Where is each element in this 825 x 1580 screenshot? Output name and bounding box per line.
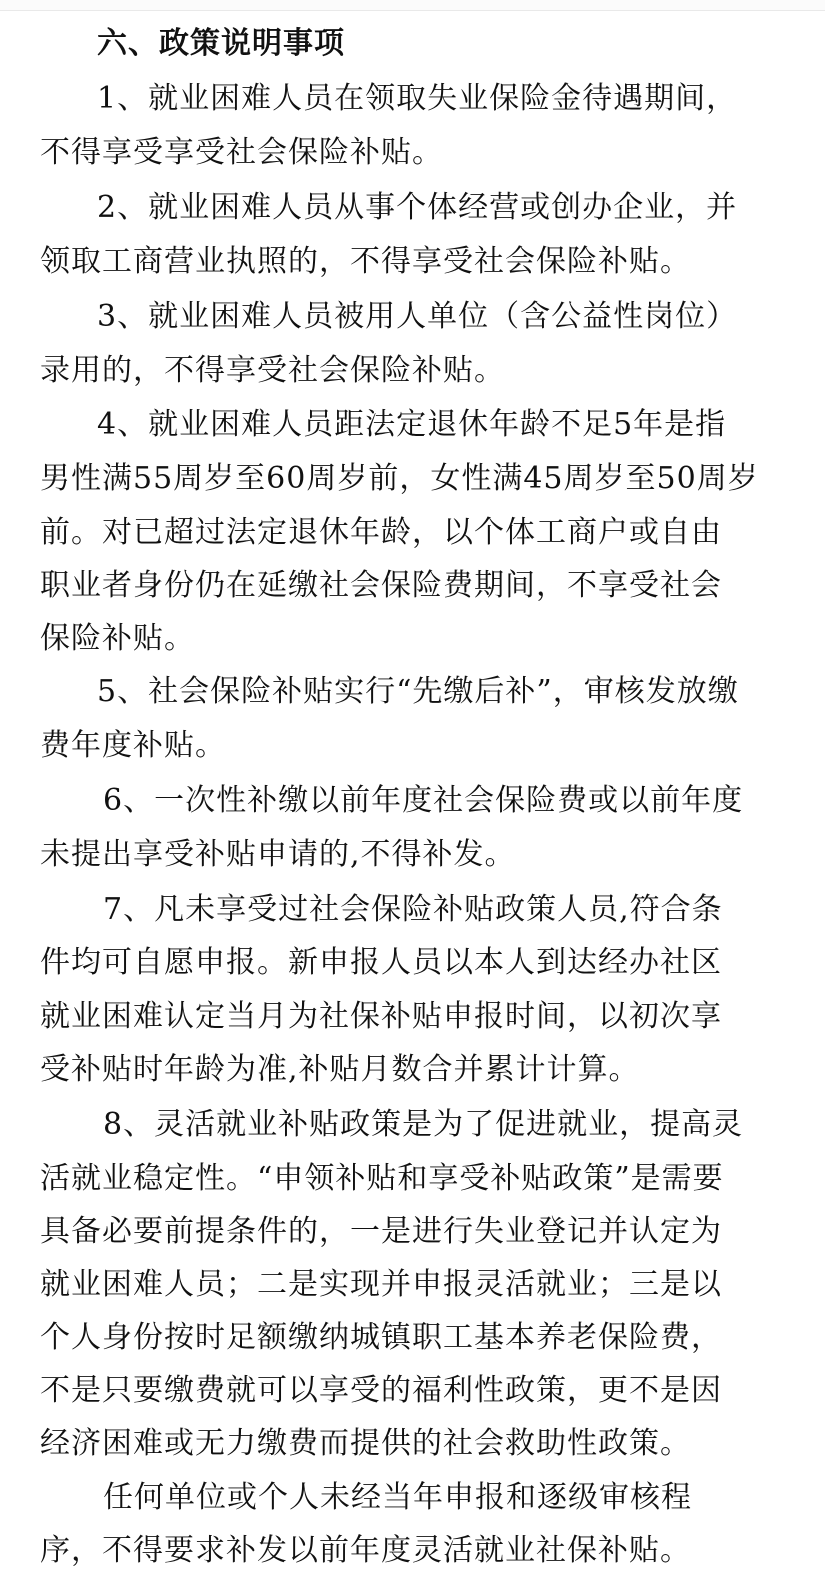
paragraph-3-line-2: 录用的，不得享受社会保险补贴。 <box>40 353 505 388</box>
paragraph-8-line-5: 个人身份按时足额缴纳城镇职工基本养老保险费， <box>40 1320 722 1355</box>
paragraph-6-line-2: 未提出享受补贴申请的,不得补发。 <box>40 837 516 872</box>
paragraph-7-line-2: 件均可自愿申报。新申报人员以本人到达经办社区 <box>40 945 722 980</box>
closing-paragraph-line-1: 任何单位或个人未经当年申报和逐级审核程 <box>103 1480 692 1515</box>
closing-paragraph-line-2: 序，不得要求补发以前年度灵活就业社保补贴。 <box>40 1533 691 1568</box>
paragraph-8-line-3: 具备必要前提条件的，一是进行失业登记并认定为 <box>40 1214 722 1249</box>
section-heading: 六、政策说明事项 <box>97 26 345 61</box>
paragraph-4-line-2: 男性满55周岁至60周岁前，女性满45周岁至50周岁 <box>40 461 759 496</box>
paragraph-3-line-1: 3、就业困难人员被用人单位（含公益性岗位） <box>97 299 738 334</box>
paragraph-7-line-4: 受补贴时年龄为准,补贴月数合并累计计算。 <box>40 1052 640 1087</box>
paragraph-4-line-4: 职业者身份仍在延缴社会保险费期间，不享受社会 <box>40 568 722 603</box>
paragraph-8-line-4: 就业困难人员；二是实现并申报灵活就业；三是以 <box>40 1267 722 1302</box>
paragraph-4-line-3: 前。对已超过法定退休年龄，以个体工商户或自由 <box>40 515 722 550</box>
paragraph-8-line-1: 8、灵活就业补贴政策是为了促进就业，提高灵 <box>103 1107 744 1142</box>
paragraph-1-line-2: 不得享受享受社会保险补贴。 <box>40 135 443 170</box>
paragraph-5-line-2: 费年度补贴。 <box>40 728 226 763</box>
paragraph-8-line-2: 活就业稳定性。“申领补贴和享受补贴政策”是需要 <box>40 1161 724 1196</box>
paragraph-4-line-1: 4、就业困难人员距法定退休年龄不足5年是指 <box>97 407 727 442</box>
paragraph-8-line-7: 经济困难或无力缴费而提供的社会救助性政策。 <box>40 1426 691 1461</box>
paragraph-6-line-1: 6、一次性补缴以前年度社会保险费或以前年度 <box>103 783 744 818</box>
paragraph-8-line-6: 不是只要缴费就可以享受的福利性政策，更不是因 <box>40 1373 722 1408</box>
paragraph-7-line-1: 7、凡未享受过社会保险补贴政策人员,符合条 <box>103 892 723 927</box>
paragraph-1-line-1: 1、就业困难人员在领取失业保险金待遇期间， <box>97 81 738 116</box>
paragraph-7-line-3: 就业困难认定当月为社保补贴申报时间，以初次享 <box>40 999 722 1034</box>
paragraph-4-line-5: 保险补贴。 <box>40 621 195 656</box>
paragraph-2-line-2: 领取工商营业执照的，不得享受社会保险补贴。 <box>40 244 691 279</box>
paragraph-5-line-1: 5、社会保险补贴实行“先缴后补”，审核发放缴 <box>97 674 739 709</box>
paragraph-2-line-1: 2、就业困难人员从事个体经营或创办企业，并 <box>97 190 738 225</box>
